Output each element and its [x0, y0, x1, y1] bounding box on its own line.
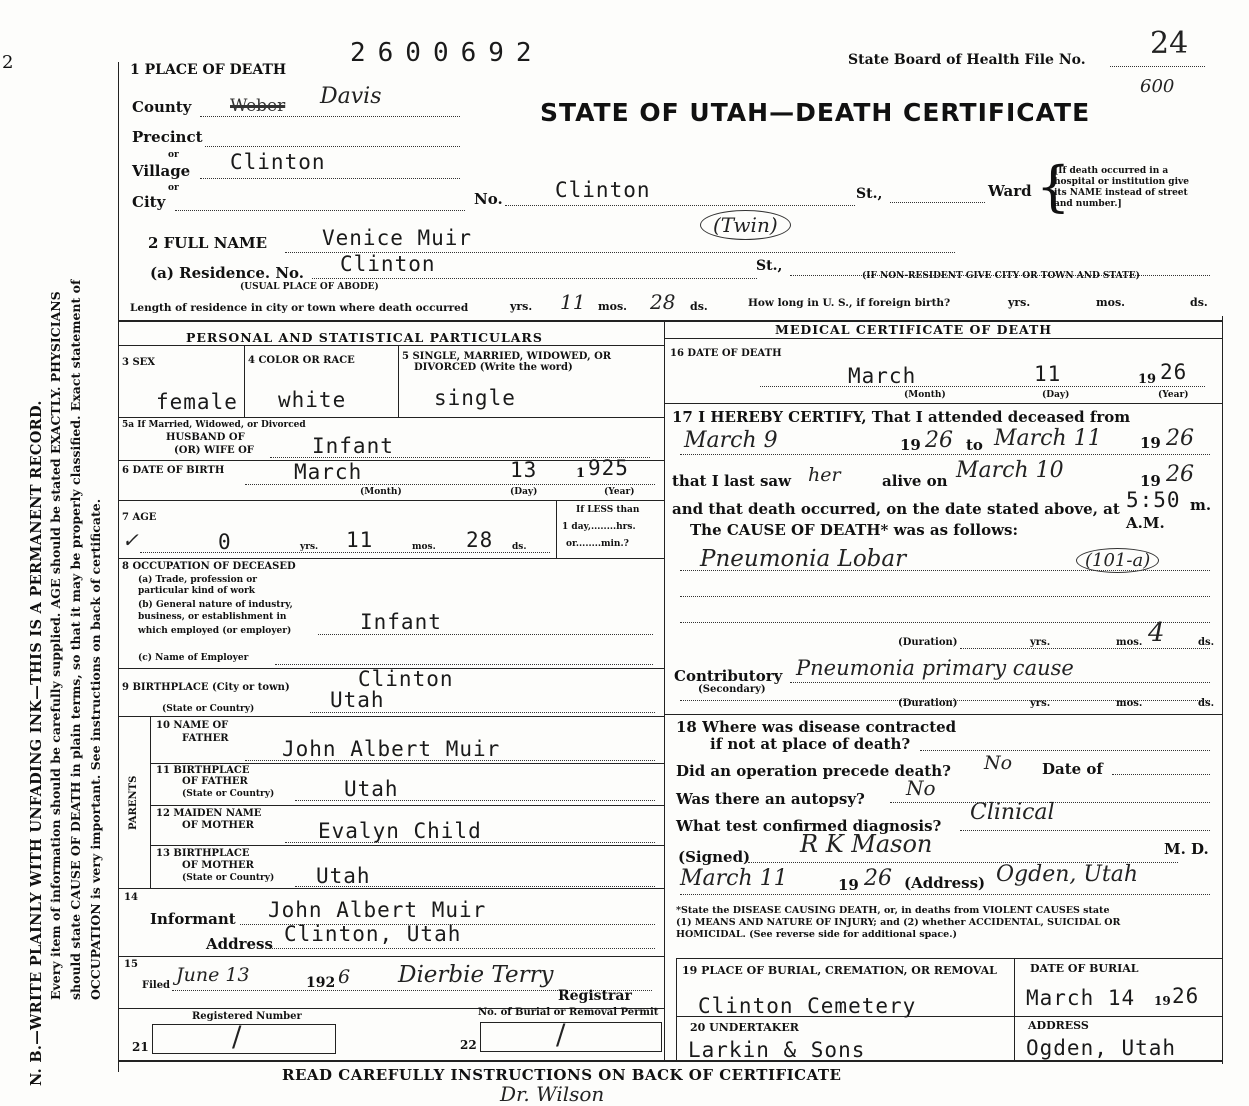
- cause-value: Pneumonia Lobar: [700, 546, 907, 572]
- father-label-1: 10 NAME OF: [156, 720, 229, 731]
- dod-label: 16 DATE OF DEATH: [670, 348, 782, 359]
- mother-bp-line: [295, 886, 655, 887]
- age-yrs-label: yrs.: [300, 542, 319, 552]
- us-label: How long in U. S., if foreign birth?: [748, 297, 951, 309]
- duration2-label: (Duration): [898, 698, 958, 709]
- city-line: [175, 210, 465, 211]
- item-22: 22: [460, 1038, 477, 1052]
- burial-top: [676, 958, 1222, 959]
- contributory-line: [790, 682, 1210, 683]
- res-yrs-label: yrs.: [510, 300, 533, 313]
- dod-year-prefix: 19: [1138, 372, 1157, 387]
- age-mos: 11: [346, 528, 374, 552]
- non-resident-note: (IF NON-RESIDENT GIVE CITY OR TOWN AND STATE): [862, 271, 1140, 281]
- dob-line: [245, 484, 655, 485]
- burial-date-label: DATE OF BURIAL: [1030, 962, 1139, 975]
- dob-year: 925: [588, 456, 629, 480]
- registered-number-box: [152, 1024, 336, 1054]
- mother-bp-value: Utah: [316, 864, 371, 888]
- attended-to: March 11: [994, 426, 1102, 451]
- cause-line-1: [680, 570, 1210, 571]
- signed-year: 26: [864, 866, 892, 891]
- usual-place-label: (USUAL PLACE OF ABODE): [240, 282, 379, 292]
- burial-permit-value: /: [556, 1018, 566, 1051]
- occurred-text: and that death occurred, on the date stated above, at: [672, 500, 1120, 518]
- cause-line-3: [680, 622, 1210, 623]
- full-name-label: 2 FULL NAME: [148, 234, 268, 252]
- date-of-label: Date of: [1042, 760, 1103, 778]
- mother-line: [285, 842, 655, 843]
- age-ds: 28: [466, 528, 494, 552]
- footer-top: [118, 1060, 1222, 1062]
- filed-label: Filed: [142, 980, 171, 991]
- registered-number-value: /: [232, 1020, 242, 1053]
- address-label: Address: [206, 935, 273, 953]
- age-yrs: 0: [218, 530, 232, 554]
- village-line: [200, 178, 460, 179]
- duration-yrs: yrs.: [1030, 637, 1051, 648]
- last-saw-year: 26: [1166, 462, 1194, 487]
- md-label: M. D.: [1164, 840, 1209, 858]
- dod-day: 11: [1034, 362, 1062, 386]
- color-col-line: [398, 345, 399, 417]
- dod-month-caption: (Month): [904, 390, 946, 400]
- certificate-number: 2600692: [350, 38, 544, 68]
- residence-line: [312, 278, 757, 279]
- time-value: 5:50: [1126, 488, 1181, 512]
- age-label: 7 AGE: [122, 512, 157, 523]
- duration-line: [960, 648, 1210, 649]
- mother-label-1: 12 MAIDEN NAME: [156, 808, 262, 819]
- duration2-ds: ds.: [1198, 698, 1215, 709]
- dob-month-caption: (Month): [360, 487, 402, 497]
- row6-bottom: [118, 500, 664, 501]
- spouse-label-1: 5a If Married, Widowed, or Divorced: [122, 420, 306, 430]
- father-bottom: [150, 763, 664, 764]
- res-ds-value: 28: [650, 290, 676, 314]
- mother-bottom: [150, 845, 664, 846]
- hospital-note-2: hospital or institution give: [1054, 177, 1189, 187]
- footnote-1: *State the DISEASE CAUSING DEATH, or, in deaths from VIOLENT CAUSES state: [676, 905, 1110, 916]
- occ-b-2: business, or establishment in: [138, 612, 287, 622]
- q18-line2: if not at place of death?: [710, 735, 911, 753]
- undertaker-label: 20 UNDERTAKER: [690, 1021, 799, 1034]
- st-label: St.,: [856, 186, 883, 202]
- us-yrs: yrs.: [1008, 296, 1031, 309]
- operation-line: [1112, 774, 1210, 775]
- burial-label: 19 PLACE OF BURIAL, CREMATION, OR REMOVAL: [682, 964, 997, 977]
- village-value: Clinton: [230, 150, 326, 174]
- hospital-note-4: and number.]: [1054, 199, 1122, 209]
- ward-label: Ward: [988, 182, 1032, 200]
- sex-value: female: [156, 390, 238, 414]
- parents-bottom: [118, 888, 664, 889]
- margin-notice-4: OCCUPATION is very important. See instructions on back of certificate.: [88, 498, 103, 1000]
- burial-permit-label: No. of Burial or Removal Permit: [478, 1007, 659, 1018]
- spouse-value: Infant: [312, 434, 394, 458]
- informant-value: John Albert Muir: [268, 898, 487, 922]
- occupation-value: Infant: [360, 610, 442, 634]
- lessthan-1: If LESS than: [576, 505, 640, 515]
- filed-year-prefix: 192: [306, 975, 336, 991]
- cause-line-2: [680, 596, 1210, 597]
- dob-day: 13: [510, 458, 538, 482]
- mother-label-2: OF MOTHER: [182, 820, 254, 831]
- medical-address-value: Ogden, Utah: [996, 862, 1139, 887]
- sex-label: 3 SEX: [122, 357, 156, 368]
- cause-label: The CAUSE OF DEATH* was as follows:: [690, 521, 1019, 539]
- burial-divider: [1014, 958, 1015, 1060]
- registered-number-label: Registered Number: [192, 1011, 302, 1022]
- spouse-label-2: HUSBAND OF: [166, 432, 245, 443]
- county-struck: Weber: [230, 96, 286, 116]
- birthplace-line: [310, 712, 655, 713]
- lessthan-3: or........min.?: [566, 539, 629, 549]
- hospital-note-3: its NAME instead of street: [1054, 188, 1188, 198]
- attended-to-year: 26: [1166, 426, 1194, 451]
- residence-value: Clinton: [340, 252, 436, 276]
- margin-notice-1: N. B.—WRITE PLAINLY WITH UNFADING INK—THIS IS A PERMANENT RECORD.: [28, 400, 45, 1086]
- attended-from-year-prefix: 19: [900, 436, 921, 454]
- birthplace-state: Utah: [330, 688, 385, 712]
- full-name-value: Venice Muir: [322, 226, 473, 250]
- us-mos: mos.: [1096, 296, 1125, 309]
- item-15: 15: [124, 959, 138, 970]
- dob-day-caption: (Day): [510, 487, 538, 497]
- dob-year-prefix: 1: [576, 466, 586, 481]
- signed-label: (Signed): [678, 848, 751, 866]
- age-check: ✓: [122, 528, 139, 552]
- q18-line1: 18 Where was disease contracted: [676, 718, 957, 736]
- signed-date: March 11: [680, 866, 788, 891]
- occupation-label: 8 OCCUPATION OF DECEASED: [122, 561, 296, 572]
- certify-text: 17 I HEREBY CERTIFY, That I attended deceased from: [672, 408, 1131, 426]
- dob-year-caption: (Year): [604, 487, 635, 497]
- no-value: Clinton: [555, 178, 651, 202]
- county-label: County: [132, 98, 192, 116]
- dod-year-caption: (Year): [1158, 390, 1189, 400]
- age-lessthan-line: [556, 500, 557, 558]
- row3-bottom: [118, 417, 664, 418]
- duration-mos-value: 4: [1148, 618, 1165, 648]
- row9-bottom: [118, 716, 664, 717]
- village-label: Village: [132, 162, 191, 180]
- marital-label-2: DIVORCED (Write the word): [414, 362, 573, 373]
- autopsy-value: No: [906, 776, 936, 800]
- lessthan-2: 1 day,........hrs.: [562, 522, 636, 532]
- burial-date: March 14: [1026, 986, 1136, 1010]
- grid-header-line: [118, 345, 664, 346]
- father-bp-line: [295, 800, 655, 801]
- father-bp-3: (State or Country): [182, 789, 275, 799]
- burial-value: Clinton Cemetery: [698, 994, 917, 1018]
- personal-header: PERSONAL AND STATISTICAL PARTICULARS: [186, 330, 543, 345]
- operation-value: No: [984, 752, 1013, 774]
- parents-label: PARENTS: [128, 775, 139, 830]
- occ-b-1: (b) General nature of industry,: [138, 600, 293, 610]
- father-bp-bottom: [150, 805, 664, 806]
- registrar-signature: Dierbie Terry: [398, 962, 554, 988]
- test-line: [960, 830, 1210, 831]
- undertaker-value: Larkin & Sons: [688, 1038, 866, 1062]
- mother-bp-1: 13 BIRTHPLACE: [156, 848, 250, 859]
- frame-left: [118, 62, 119, 1072]
- filed-year: 6: [338, 966, 351, 988]
- birthplace-state-label: (State or Country): [162, 704, 255, 714]
- medical-address-label: (Address): [904, 874, 986, 892]
- state-board-label: State Board of Health File No.: [848, 52, 1086, 68]
- q18-line: [920, 750, 1210, 751]
- father-label-2: FATHER: [182, 733, 229, 744]
- twin-annotation: (Twin): [700, 210, 791, 240]
- occ-a-1: (a) Trade, profession or: [138, 575, 257, 585]
- cause-code: (101-a): [1076, 548, 1159, 573]
- operation-label: Did an operation precede death?: [676, 762, 951, 780]
- burial-mid: [676, 1016, 1222, 1017]
- hospital-note-1: [If death occurred in a: [1054, 166, 1169, 176]
- grid-center: [664, 320, 665, 1060]
- dob-label: 6 DATE OF BIRTH: [122, 465, 225, 476]
- marital-label-1: 5 SINGLE, MARRIED, WIDOWED, OR: [402, 351, 612, 362]
- file-number: 24: [1150, 26, 1189, 61]
- contributory-bottom: [664, 714, 1222, 715]
- residence-st: St.,: [756, 258, 783, 274]
- father-bp-value: Utah: [344, 777, 399, 801]
- address-line: [270, 948, 655, 949]
- age-line: [140, 552, 550, 553]
- res-mos-label: mos.: [598, 300, 627, 313]
- instructions-footer: READ CAREFULLY INSTRUCTIONS ON BACK OF CERTIFICATE: [282, 1066, 842, 1084]
- dod-year: 26: [1160, 360, 1188, 384]
- color-label: 4 COLOR OR RACE: [248, 355, 355, 366]
- burial-year-prefix: 19: [1154, 994, 1171, 1008]
- mother-bp-2: OF MOTHER: [182, 860, 254, 871]
- dob-month: March: [294, 460, 363, 484]
- attended-line: [680, 454, 1210, 455]
- margin-notice-2: Every item of information should be carefully supplied. AGE should be stated EXACTLY. PHYSICIANS: [48, 291, 63, 1000]
- length-of-residence-label: Length of residence in city or town where death occurred: [130, 302, 469, 314]
- mother-value: Evalyn Child: [318, 819, 482, 843]
- precinct-label: Precinct: [132, 128, 203, 146]
- item-21: 21: [132, 1040, 149, 1054]
- burial-left: [676, 958, 677, 1060]
- attended-from: March 9: [684, 428, 778, 453]
- registrar-label: Registrar: [558, 988, 632, 1004]
- duration2-mos: mos.: [1116, 698, 1143, 709]
- undertaker-address: Ogden, Utah: [1026, 1036, 1177, 1060]
- res-ds-label: ds.: [690, 300, 708, 313]
- bottom-signature: Dr. Wilson: [500, 1082, 605, 1106]
- st-line: [890, 202, 985, 203]
- informant-label: Informant: [150, 910, 236, 928]
- alive-on-text: alive on: [882, 472, 948, 490]
- last-saw-text: that I last saw: [672, 472, 792, 490]
- address-value: Clinton, Utah: [284, 922, 462, 946]
- or-1: or: [168, 150, 179, 160]
- time-suffix: m.: [1190, 496, 1212, 514]
- brace: {: [1036, 155, 1071, 218]
- test-value: Clinical: [970, 800, 1055, 825]
- dod-line: [760, 386, 1205, 387]
- signed-value: R K Mason: [800, 830, 933, 858]
- father-line: [245, 760, 655, 761]
- duration-mos: mos.: [1116, 637, 1143, 648]
- us-ds: ds.: [1190, 296, 1208, 309]
- place-of-death-label: 1 PLACE OF DEATH: [130, 62, 287, 78]
- mother-bp-3: (State or Country): [182, 873, 275, 883]
- test-label: What test confirmed diagnosis?: [676, 817, 942, 835]
- file-number-extra: 600: [1140, 76, 1175, 97]
- last-saw-pronoun: her: [808, 464, 841, 486]
- father-bp-1: 11 BIRTHPLACE: [156, 765, 250, 776]
- attended-to-year-prefix: 19: [1140, 434, 1161, 452]
- last-saw-date: March 10: [956, 458, 1064, 483]
- occ-b-3: which employed (or employer): [138, 626, 292, 636]
- file-number-line: [1110, 66, 1205, 67]
- residence-label: (a) Residence. No.: [150, 264, 305, 282]
- corner-mark: 2: [2, 52, 14, 73]
- burial-permit-box: [480, 1022, 662, 1052]
- item-14: 14: [124, 892, 138, 903]
- marital-value: single: [434, 386, 516, 410]
- footnote-2: (1) MEANS AND NATURE OF INJURY; and (2) whether ACCIDENTAL, SUICIDAL OR: [676, 917, 1121, 928]
- age-mos-label: mos.: [412, 542, 436, 552]
- row14-bottom: [118, 956, 664, 957]
- contributory-value: Pneumonia primary cause: [796, 656, 1074, 680]
- last-saw-year-prefix: 19: [1140, 472, 1161, 490]
- filed-date: June 13: [176, 964, 250, 986]
- attended-from-year: 26: [925, 428, 953, 453]
- no-line: [505, 205, 855, 206]
- county-line: [200, 116, 460, 117]
- medical-header: MEDICAL CERTIFICATE OF DEATH: [775, 322, 1053, 337]
- father-value: John Albert Muir: [282, 737, 501, 761]
- occ-a-2: particular kind of work: [138, 586, 255, 596]
- parents-col-line: [150, 716, 151, 888]
- row5a-bottom: [118, 460, 664, 461]
- or-2: or: [168, 183, 179, 193]
- signed-date-line: [680, 894, 1210, 895]
- occ-c: (c) Name of Employer: [138, 653, 249, 663]
- medical-header-line: [664, 338, 1222, 339]
- am-pm: A.M.: [1126, 514, 1165, 532]
- res-mos-value: 11: [560, 290, 586, 314]
- dod-bottom: [664, 403, 1222, 404]
- color-value: white: [278, 388, 347, 412]
- father-bp-2: OF FATHER: [182, 776, 248, 787]
- signed-year-prefix: 19: [838, 876, 859, 894]
- dod-month: March: [848, 364, 917, 388]
- row7-bottom: [118, 558, 664, 559]
- precinct-line: [205, 146, 460, 147]
- occ-line: [318, 634, 653, 635]
- certificate-title: STATE OF UTAH—DEATH CERTIFICATE: [540, 98, 1091, 127]
- dod-day-caption: (Day): [1042, 390, 1070, 400]
- county-value: Davis: [320, 84, 382, 109]
- no-label: No.: [474, 190, 503, 208]
- city-label: City: [132, 193, 166, 211]
- duration-label: (Duration): [898, 637, 958, 648]
- margin-notice-3: should state CAUSE OF DEATH in plain terms, so that it may be properly classified. Exact statement of: [68, 279, 83, 1000]
- duration-ds: ds.: [1198, 637, 1215, 648]
- birthplace-city: Clinton: [358, 667, 454, 691]
- undertaker-address-label: ADDRESS: [1028, 1019, 1089, 1032]
- frame-right: [1222, 316, 1223, 1064]
- sex-col-line: [244, 345, 245, 417]
- burial-year: 26: [1172, 984, 1200, 1008]
- autopsy-label: Was there an autopsy?: [676, 790, 865, 808]
- age-ds-label: ds.: [512, 542, 527, 552]
- duration2-yrs: yrs.: [1030, 698, 1051, 709]
- to-label: to: [966, 436, 983, 454]
- footnote-3: HOMICIDAL. (See reverse side for additional space.): [676, 929, 958, 940]
- grid-top: [118, 320, 1222, 322]
- spouse-label-3: (OR) WIFE OF: [174, 445, 254, 456]
- occ-c-line: [275, 664, 653, 665]
- secondary-label: (Secondary): [698, 684, 766, 695]
- contributory-label: Contributory: [674, 667, 783, 685]
- birthplace-label: 9 BIRTHPLACE (City or town): [122, 682, 290, 693]
